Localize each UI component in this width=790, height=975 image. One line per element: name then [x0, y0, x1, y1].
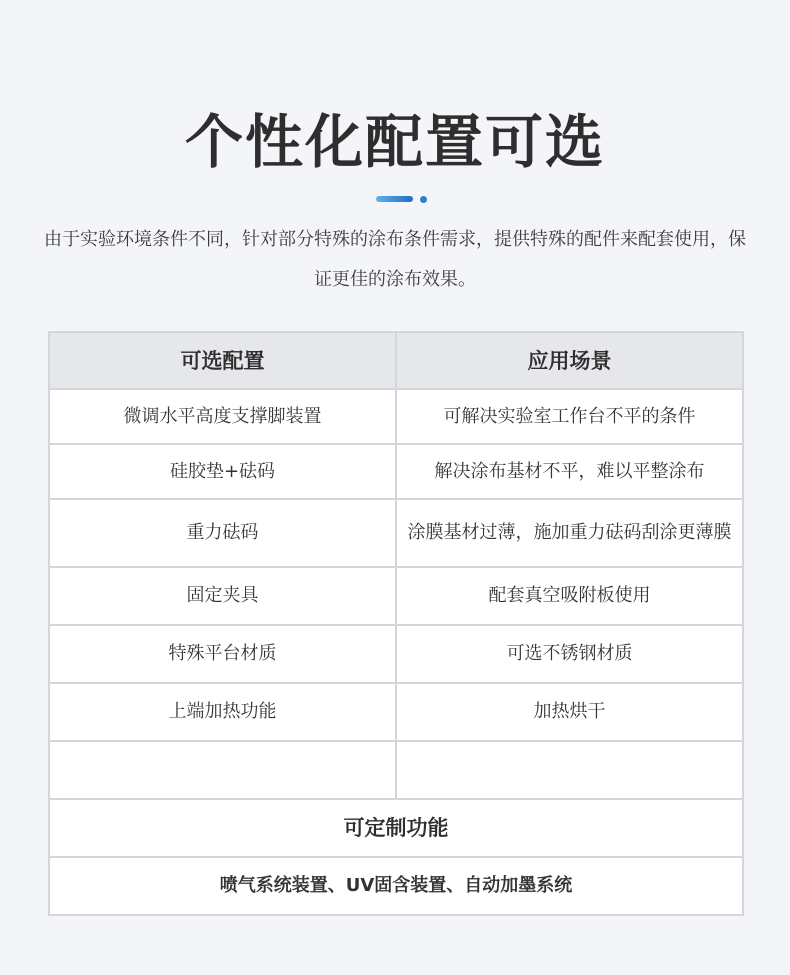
config-cell: 上端加热功能 — [49, 683, 396, 741]
page-title: 个性化配置可选 — [184, 108, 605, 176]
config-cell: 微调水平高度支撑脚装置 — [49, 389, 396, 444]
table-row — [49, 567, 743, 625]
custom-features-title: 可定制功能 — [49, 799, 743, 857]
scenario-cell: 可选不锈钢材质 — [396, 625, 743, 683]
table-row — [49, 625, 743, 683]
table-row-empty — [49, 741, 743, 799]
accent-bar — [376, 196, 413, 202]
scenario-cell: 加热烘干 — [396, 683, 743, 741]
scenario-cell: 可解决实验室工作台不平的条件 — [396, 389, 743, 444]
config-cell: 重力砝码 — [49, 499, 396, 567]
table-row — [49, 499, 743, 567]
table-row — [49, 444, 743, 499]
custom-features-title-row — [49, 799, 743, 857]
table-row — [49, 389, 743, 444]
scenario-cell: 解决涂布基材不平，难以平整涂布 — [396, 444, 743, 499]
header-optional-config: 可选配置 — [49, 332, 396, 389]
header-application-scenario: 应用场景 — [396, 332, 743, 389]
config-cell — [49, 741, 396, 799]
custom-features-list: 喷气系统装置、UV固含装置、自动加墨系统 — [49, 857, 743, 915]
table-row — [49, 683, 743, 741]
scenario-cell — [396, 741, 743, 799]
configuration-table — [48, 331, 744, 916]
config-cell: 硅胶垫+砝码 — [49, 444, 396, 499]
custom-features-row — [49, 857, 743, 915]
config-cell: 特殊平台材质 — [49, 625, 396, 683]
scenario-cell: 配套真空吸附板使用 — [396, 567, 743, 625]
intro-paragraph: 由于实验环境条件不同，针对部分特殊的涂布条件需求，提供特殊的配件来配套使用，保证更佳的涂布效果。 — [44, 229, 746, 290]
scenario-cell: 涂膜基材过薄，施加重力砝码刮涂更薄膜 — [396, 499, 743, 567]
accent-dot — [420, 196, 427, 203]
config-cell: 固定夹具 — [49, 567, 396, 625]
table-header-row — [49, 332, 743, 389]
